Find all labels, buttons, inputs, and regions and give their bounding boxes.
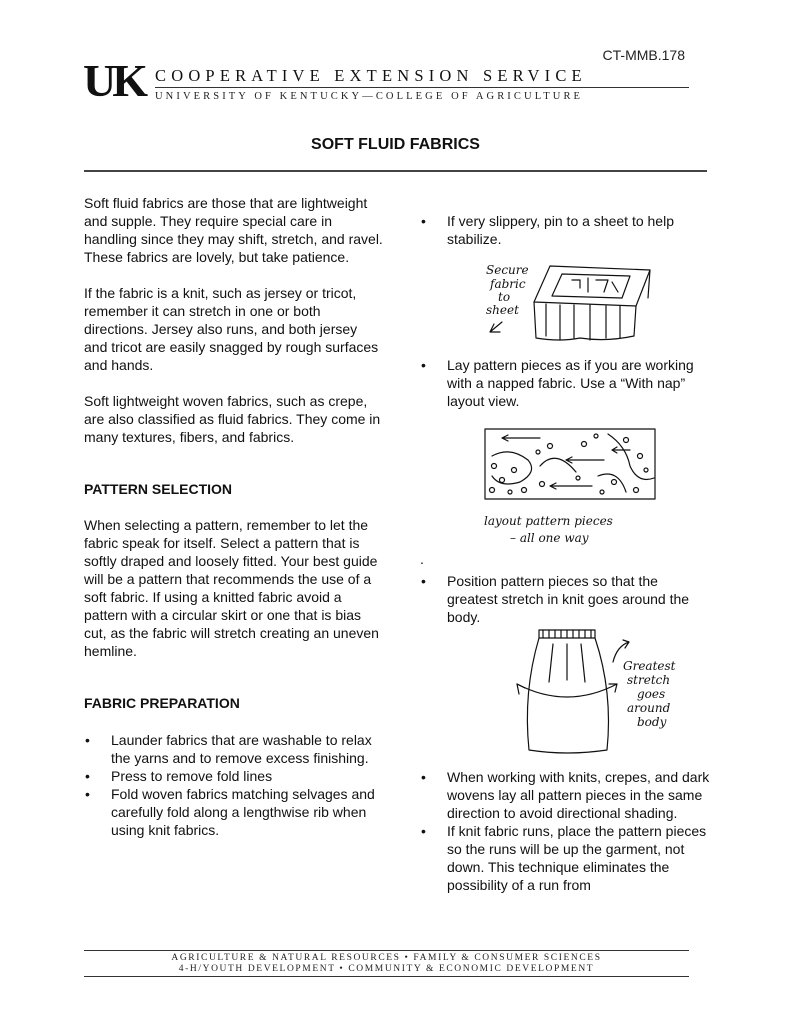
sketch2-caption-line: layout pattern pieces (484, 514, 613, 528)
sketch-layout-one-way (480, 426, 670, 550)
footer-rule-bottom (84, 976, 689, 977)
sketch1-caption-line: sheet (486, 303, 519, 317)
page-title: SOFT FLUID FABRICS (311, 136, 480, 153)
logo-university-line: UNIVERSITY OF KENTUCKY—COLLEGE OF AGRICULTURE (155, 91, 584, 102)
footer-rule-top (84, 950, 689, 951)
sketch3-caption-line: stretch (627, 673, 671, 687)
sketch3-caption-line: around (627, 701, 671, 715)
footer-programs-line2: 4-H/YOUTH DEVELOPMENT • COMMUNITY & ECONOMIC DEVELOPMENT (178, 964, 595, 974)
pattern-selection-text: When selecting a pattern, remember to let the fabric speak for itself. Select a pattern that is softly draped and loosely fitted. Your best guide will be a pattern that recommends the use of a soft fabric. If using a knitted fabric avoid a pattern with a circular skirt or one that is bias cut, as the fabric will stretch creating an uneven hemline. (84, 517, 379, 659)
title-divider (84, 170, 707, 172)
list-item: • Lay pattern pieces as if you are working with a napped fabric. Use a “With nap” layout view. (420, 356, 710, 410)
list-item: • Position pattern pieces so that the greatest stretch in knit goes around the body. (420, 572, 710, 626)
bullet-group-lay (420, 356, 710, 410)
sketch1-sheet (534, 266, 650, 306)
fabric-preparation-heading: FABRIC PREPARATION (84, 695, 240, 711)
sketch3-gathers (543, 630, 591, 638)
sketch1-table-drape (534, 270, 650, 340)
sketch3-caption-line: goes (637, 687, 666, 701)
list-item: • If very slippery, pin to a sheet to help stabilize. (420, 212, 710, 248)
sketch2-arrow (612, 447, 630, 453)
sketch1-caption-line: to (498, 290, 511, 304)
sketch3-caption-line: body (637, 715, 667, 729)
sketch3-stretch-arc (517, 684, 617, 697)
sketch3-caption-line: Greatest (623, 659, 676, 673)
sketch1-fabric (552, 274, 630, 298)
sketch2-arrow (502, 435, 540, 441)
sketch1-pattern-marks (572, 278, 618, 292)
bullet-group-pin (420, 212, 710, 248)
sketch1-drape-folds (546, 304, 620, 340)
list-item: • Launder fabrics that are washable to relax the yarns and to remove excess finishing. (84, 731, 384, 767)
footer-programs-line1: AGRICULTURE & NATURAL RESOURCES • FAMILY & CONSUMER SCIENCES (171, 953, 602, 963)
sketch2-arrow (550, 483, 592, 489)
logo-cooperative-extension-service: COOPERATIVE EXTENSION SERVICE (155, 66, 587, 85)
bullet-group-position (420, 572, 710, 626)
document-number: CT-MMB.178 (602, 47, 685, 63)
intro-paragraph-1: Soft fluid fabrics are those that are lightweight and supple. They require special care in handling since they may shift, stretch, and ravel. These fabrics are lovely, but take patience. (84, 195, 383, 265)
left-column (84, 194, 384, 839)
sketch2-caption-line: – all one way (510, 531, 589, 545)
intro-paragraph-2: If the fabric is a knit, such as jersey or tricot, remember it can stretch in one or both directions. Jersey also runs, and both jersey and tricot are easily snagged by rough surfaces and hands. (84, 285, 379, 373)
intro-paragraph-3: Soft lightweight woven fabrics, such as crepe, are also classified as fluid fabrics. They come in many textures, fibers, and fabrics. (84, 393, 381, 445)
sketch3-arrowheads (517, 684, 617, 694)
uk-logo-mark: UK (83, 55, 144, 106)
pattern-selection-heading: PATTERN SELECTION (84, 481, 233, 497)
sketch1-arrow (490, 322, 502, 332)
sketch3-skirt-outline (527, 638, 608, 753)
list-item: • If knit fabric runs, place the pattern pieces so the runs will be up the garment, not down. This technique eliminates the possibility of a run from (420, 822, 710, 894)
list-item: • Press to remove fold lines (84, 767, 384, 785)
fabric-preparation-list (84, 731, 384, 839)
sketch3-skirt-folds (549, 644, 585, 682)
list-item: • Fold woven fabrics matching selvages and carefully fold along a lengthwise rib when using knit fabrics. (84, 785, 384, 839)
stray-dot: . (420, 551, 424, 567)
sketch-fabric-on-sheet (480, 258, 660, 348)
sketch2-arrow (566, 457, 604, 463)
list-item: • When working with knits, crepes, and dark wovens lay all pattern pieces in the same direction to avoid directional shading. (420, 768, 710, 822)
sketch1-caption-line: fabric (490, 277, 526, 291)
sketch-skirt-stretch (505, 622, 695, 762)
sketch1-caption-line: Secure (486, 263, 529, 277)
sketch2-pattern-outlines (492, 434, 654, 492)
bullet-group-bottom (420, 768, 710, 894)
logo-divider (155, 87, 689, 88)
